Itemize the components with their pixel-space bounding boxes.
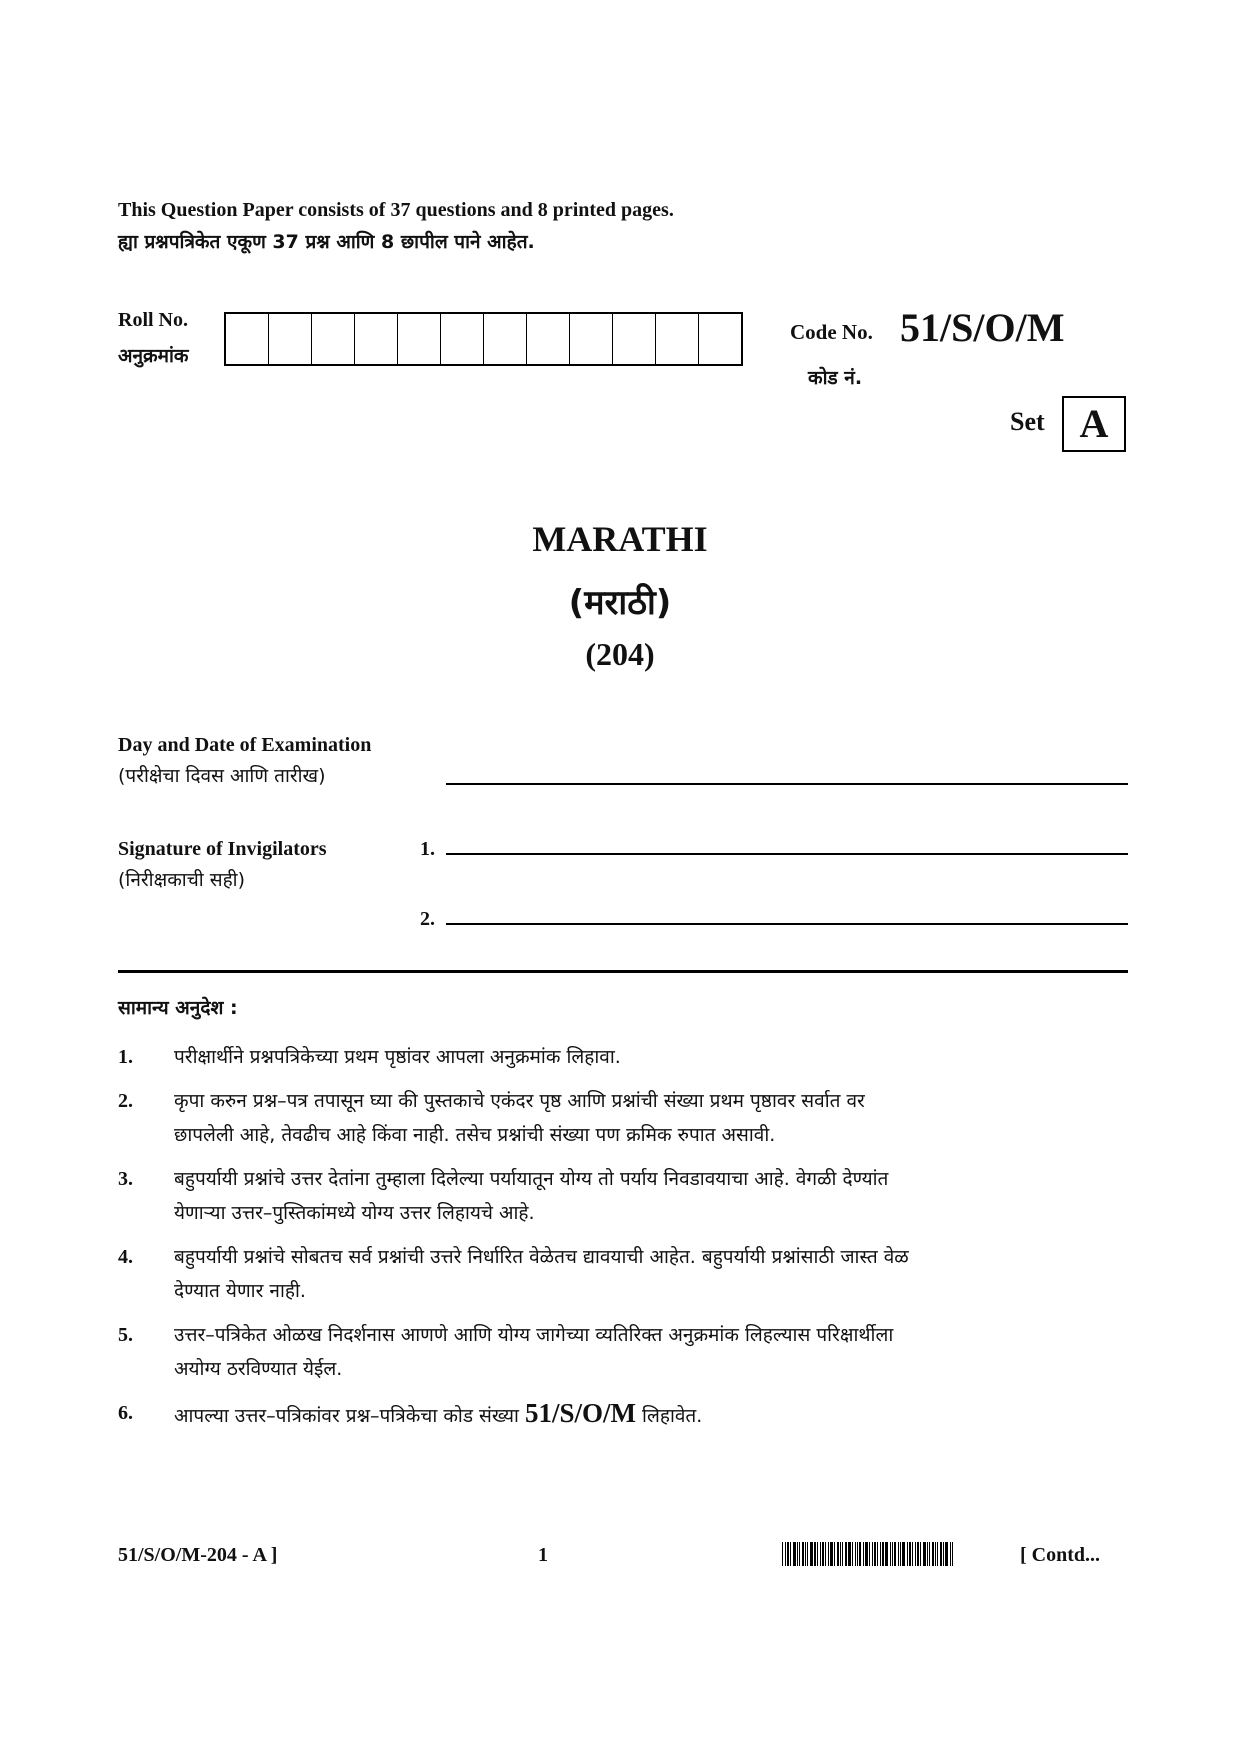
barcode-bar bbox=[797, 1542, 798, 1566]
instruction-number: 2. bbox=[118, 1090, 133, 1112]
roll-number-box[interactable] bbox=[355, 314, 398, 364]
barcode-bar bbox=[912, 1542, 913, 1566]
instruction-text-cont: येणाऱ्या उत्तर–पुस्तिकांमध्ये योग्य उत्तर लिहायचे आहे. bbox=[174, 1202, 535, 1224]
day-date-label-en: Day and Date of Examination bbox=[118, 734, 372, 756]
barcode-bar bbox=[869, 1542, 870, 1566]
barcode-bar bbox=[950, 1542, 951, 1566]
barcode-bar bbox=[940, 1542, 942, 1566]
instruction-text-end: लिहावेत. bbox=[636, 1405, 703, 1427]
instruction-text: आपल्या उत्तर–पत्रिकांवर प्रश्न–पत्रिकेचा कोड संख्या bbox=[174, 1405, 525, 1427]
barcode-bar bbox=[877, 1542, 878, 1566]
barcode-bar bbox=[814, 1542, 816, 1566]
barcode-bar bbox=[857, 1542, 858, 1566]
instruction-text-cont: अयोग्य ठरविण्यात येईल. bbox=[174, 1358, 343, 1380]
instruction-text: परीक्षार्थीने प्रश्नपत्रिकेच्या प्रथम पृष्ठांवर आपला अनुक्रमांक लिहावा. bbox=[174, 1046, 621, 1068]
barcode-bar bbox=[805, 1542, 806, 1566]
barcode-bar bbox=[898, 1542, 899, 1566]
roll-number-box[interactable] bbox=[613, 314, 656, 364]
barcode-bar bbox=[935, 1542, 936, 1566]
instruction-text-cont: छापलेली आहे, तेवढीच आहे किंवा नाही. तसेच प्रश्नांची संख्या पण क्रमिक रुपात असावी. bbox=[174, 1124, 776, 1146]
instruction-number: 5. bbox=[118, 1324, 133, 1346]
instructions-heading: सामान्य अनुदेश : bbox=[118, 997, 238, 1019]
subject-title-mr: (मराठी) bbox=[568, 583, 672, 623]
barcode-bar bbox=[855, 1542, 856, 1566]
code-label-mr: कोड नं. bbox=[808, 367, 863, 389]
barcode-bar bbox=[894, 1542, 896, 1566]
roll-label-mr: अनुक्रमांक bbox=[118, 345, 189, 367]
barcode-bar bbox=[952, 1542, 953, 1566]
instruction-code: 51/S/O/M bbox=[525, 1398, 637, 1428]
roll-number-box[interactable] bbox=[527, 314, 570, 364]
page-number: 1 bbox=[538, 1544, 548, 1566]
barcode-bar bbox=[874, 1542, 876, 1566]
instruction-number: 3. bbox=[118, 1168, 133, 1190]
code-value: 51/S/O/M bbox=[900, 305, 1065, 350]
instruction-item bbox=[118, 1040, 1128, 1074]
instruction-item bbox=[118, 1084, 1128, 1152]
barcode-bar bbox=[907, 1542, 908, 1566]
roll-number-box[interactable] bbox=[312, 314, 355, 364]
code-label-en: Code No. bbox=[790, 320, 873, 344]
barcode-bar bbox=[787, 1542, 789, 1566]
barcode-bar bbox=[885, 1542, 888, 1566]
instruction-text: बहुपर्यायी प्रश्नांचे सोबतच सर्व प्रश्नांची उत्तरे निर्धारित वेळेतच द्यावयाची आहेत. बहुपर्यायी प्रश्नांसाठी जास्त वेळ bbox=[174, 1246, 909, 1268]
barcode-bar bbox=[859, 1542, 861, 1566]
barcode-bar bbox=[880, 1542, 881, 1566]
barcode-bar bbox=[830, 1542, 833, 1566]
instruction-item bbox=[118, 1240, 1128, 1308]
roll-number-box[interactable] bbox=[656, 314, 699, 364]
instruction-item bbox=[118, 1396, 1128, 1433]
instruction-number: 6. bbox=[118, 1402, 133, 1424]
barcode-bar bbox=[785, 1542, 786, 1566]
subject-title-en: MARATHI bbox=[532, 519, 708, 559]
barcode-bar bbox=[915, 1542, 916, 1566]
instruction-number: 4. bbox=[118, 1246, 133, 1268]
day-date-label-mr: (परीक्षेचा दिवस आणि तारीख) bbox=[118, 765, 326, 787]
roll-number-box[interactable] bbox=[269, 314, 312, 364]
signature-label-mr: (निरीक्षकाची सही) bbox=[118, 869, 245, 891]
roll-number-box[interactable] bbox=[398, 314, 441, 364]
barcode-bar bbox=[923, 1542, 926, 1566]
barcode-bar bbox=[842, 1542, 843, 1566]
barcode-bar bbox=[822, 1542, 824, 1566]
barcode-bar bbox=[848, 1542, 851, 1566]
barcode-bar bbox=[825, 1542, 826, 1566]
barcode-bar bbox=[945, 1542, 948, 1566]
barcode-bar bbox=[828, 1542, 829, 1566]
instruction-text: उत्तर–पत्रिकेत ओळख निदर्शनास आणणे आणि योग्य जागेच्या व्यतिरिक्त अनुक्रमांक लिहल्यास परिक्षार्थीला bbox=[174, 1324, 894, 1346]
signature-num-2: 2. bbox=[420, 908, 435, 930]
paper-info-en: This Question Paper consists of 37 questions and 8 printed pages. bbox=[118, 199, 674, 221]
section-divider bbox=[118, 970, 1128, 973]
instruction-text: बहुपर्यायी प्रश्नांचे उत्तर देतांना तुम्हाला दिलेल्या पर्यायातून योग्य तो पर्याय निवडावयाचा आहे. वेगळी देण्यांत bbox=[174, 1168, 889, 1190]
instruction-item bbox=[118, 1162, 1128, 1230]
barcode-bar bbox=[802, 1542, 804, 1566]
barcode-bar bbox=[943, 1542, 944, 1566]
instruction-number: 1. bbox=[118, 1046, 133, 1068]
instructions-list bbox=[118, 1040, 1128, 1433]
signature-line-2[interactable] bbox=[446, 923, 1128, 925]
barcode bbox=[782, 1542, 954, 1566]
roll-number-box[interactable] bbox=[570, 314, 613, 364]
set-label: Set bbox=[1010, 407, 1045, 436]
barcode-bar bbox=[834, 1542, 835, 1566]
barcode-bar bbox=[937, 1542, 938, 1566]
barcode-bar bbox=[902, 1542, 905, 1566]
barcode-bar bbox=[865, 1542, 868, 1566]
barcode-bar bbox=[820, 1542, 821, 1566]
roll-number-boxes[interactable] bbox=[224, 312, 743, 366]
signature-num-1: 1. bbox=[420, 838, 435, 860]
instruction-item bbox=[118, 1318, 1128, 1386]
subject-code: (204) bbox=[585, 636, 655, 672]
roll-number-box[interactable] bbox=[484, 314, 527, 364]
paper-info-mr: ह्या प्रश्नपत्रिकेत एकूण 37 प्रश्न आणि 8 छापील पाने आहेत. bbox=[118, 231, 535, 253]
barcode-bar bbox=[782, 1542, 783, 1566]
footer-code: 51/S/O/M-204 - A ] bbox=[118, 1544, 278, 1566]
barcode-bar bbox=[790, 1542, 791, 1566]
instruction-text-cont: देण्यात येणार नाही. bbox=[174, 1280, 306, 1302]
barcode-bar bbox=[872, 1542, 873, 1566]
roll-number-box[interactable] bbox=[441, 314, 484, 364]
barcode-bar bbox=[909, 1542, 911, 1566]
day-date-line[interactable] bbox=[446, 783, 1128, 785]
barcode-bar bbox=[852, 1542, 853, 1566]
barcode-bar bbox=[929, 1542, 930, 1566]
barcode-bar bbox=[817, 1542, 818, 1566]
instruction-text: कृपा करुन प्रश्न–पत्र तपासून घ्या की पुस्तकाचे एकंदर पृष्ठ आणि प्रश्नांची संख्या प्रथम पृष्ठावर सर्वात वर bbox=[174, 1090, 865, 1112]
barcode-bar bbox=[799, 1542, 800, 1566]
barcode-bar bbox=[837, 1542, 839, 1566]
barcode-bar bbox=[882, 1542, 884, 1566]
roll-number-box[interactable] bbox=[699, 314, 741, 364]
barcode-bar bbox=[920, 1542, 921, 1566]
barcode-bar bbox=[807, 1542, 808, 1566]
barcode-bar bbox=[927, 1542, 928, 1566]
barcode-bar bbox=[890, 1542, 891, 1566]
barcode-bar bbox=[793, 1542, 796, 1566]
roll-number-box[interactable] bbox=[226, 314, 269, 364]
barcode-bar bbox=[863, 1542, 864, 1566]
barcode-bar bbox=[932, 1542, 934, 1566]
signature-label-en: Signature of Invigilators bbox=[118, 838, 327, 860]
barcode-bar bbox=[917, 1542, 919, 1566]
barcode-bar bbox=[900, 1542, 901, 1566]
footer-contd: [ Contd... bbox=[1020, 1544, 1101, 1566]
signature-line-1[interactable] bbox=[446, 853, 1128, 855]
barcode-bar bbox=[840, 1542, 841, 1566]
barcode-bar bbox=[892, 1542, 893, 1566]
set-box: A bbox=[1062, 396, 1126, 452]
barcode-bar bbox=[810, 1542, 813, 1566]
roll-label-en: Roll No. bbox=[118, 309, 188, 331]
barcode-bar bbox=[845, 1542, 847, 1566]
